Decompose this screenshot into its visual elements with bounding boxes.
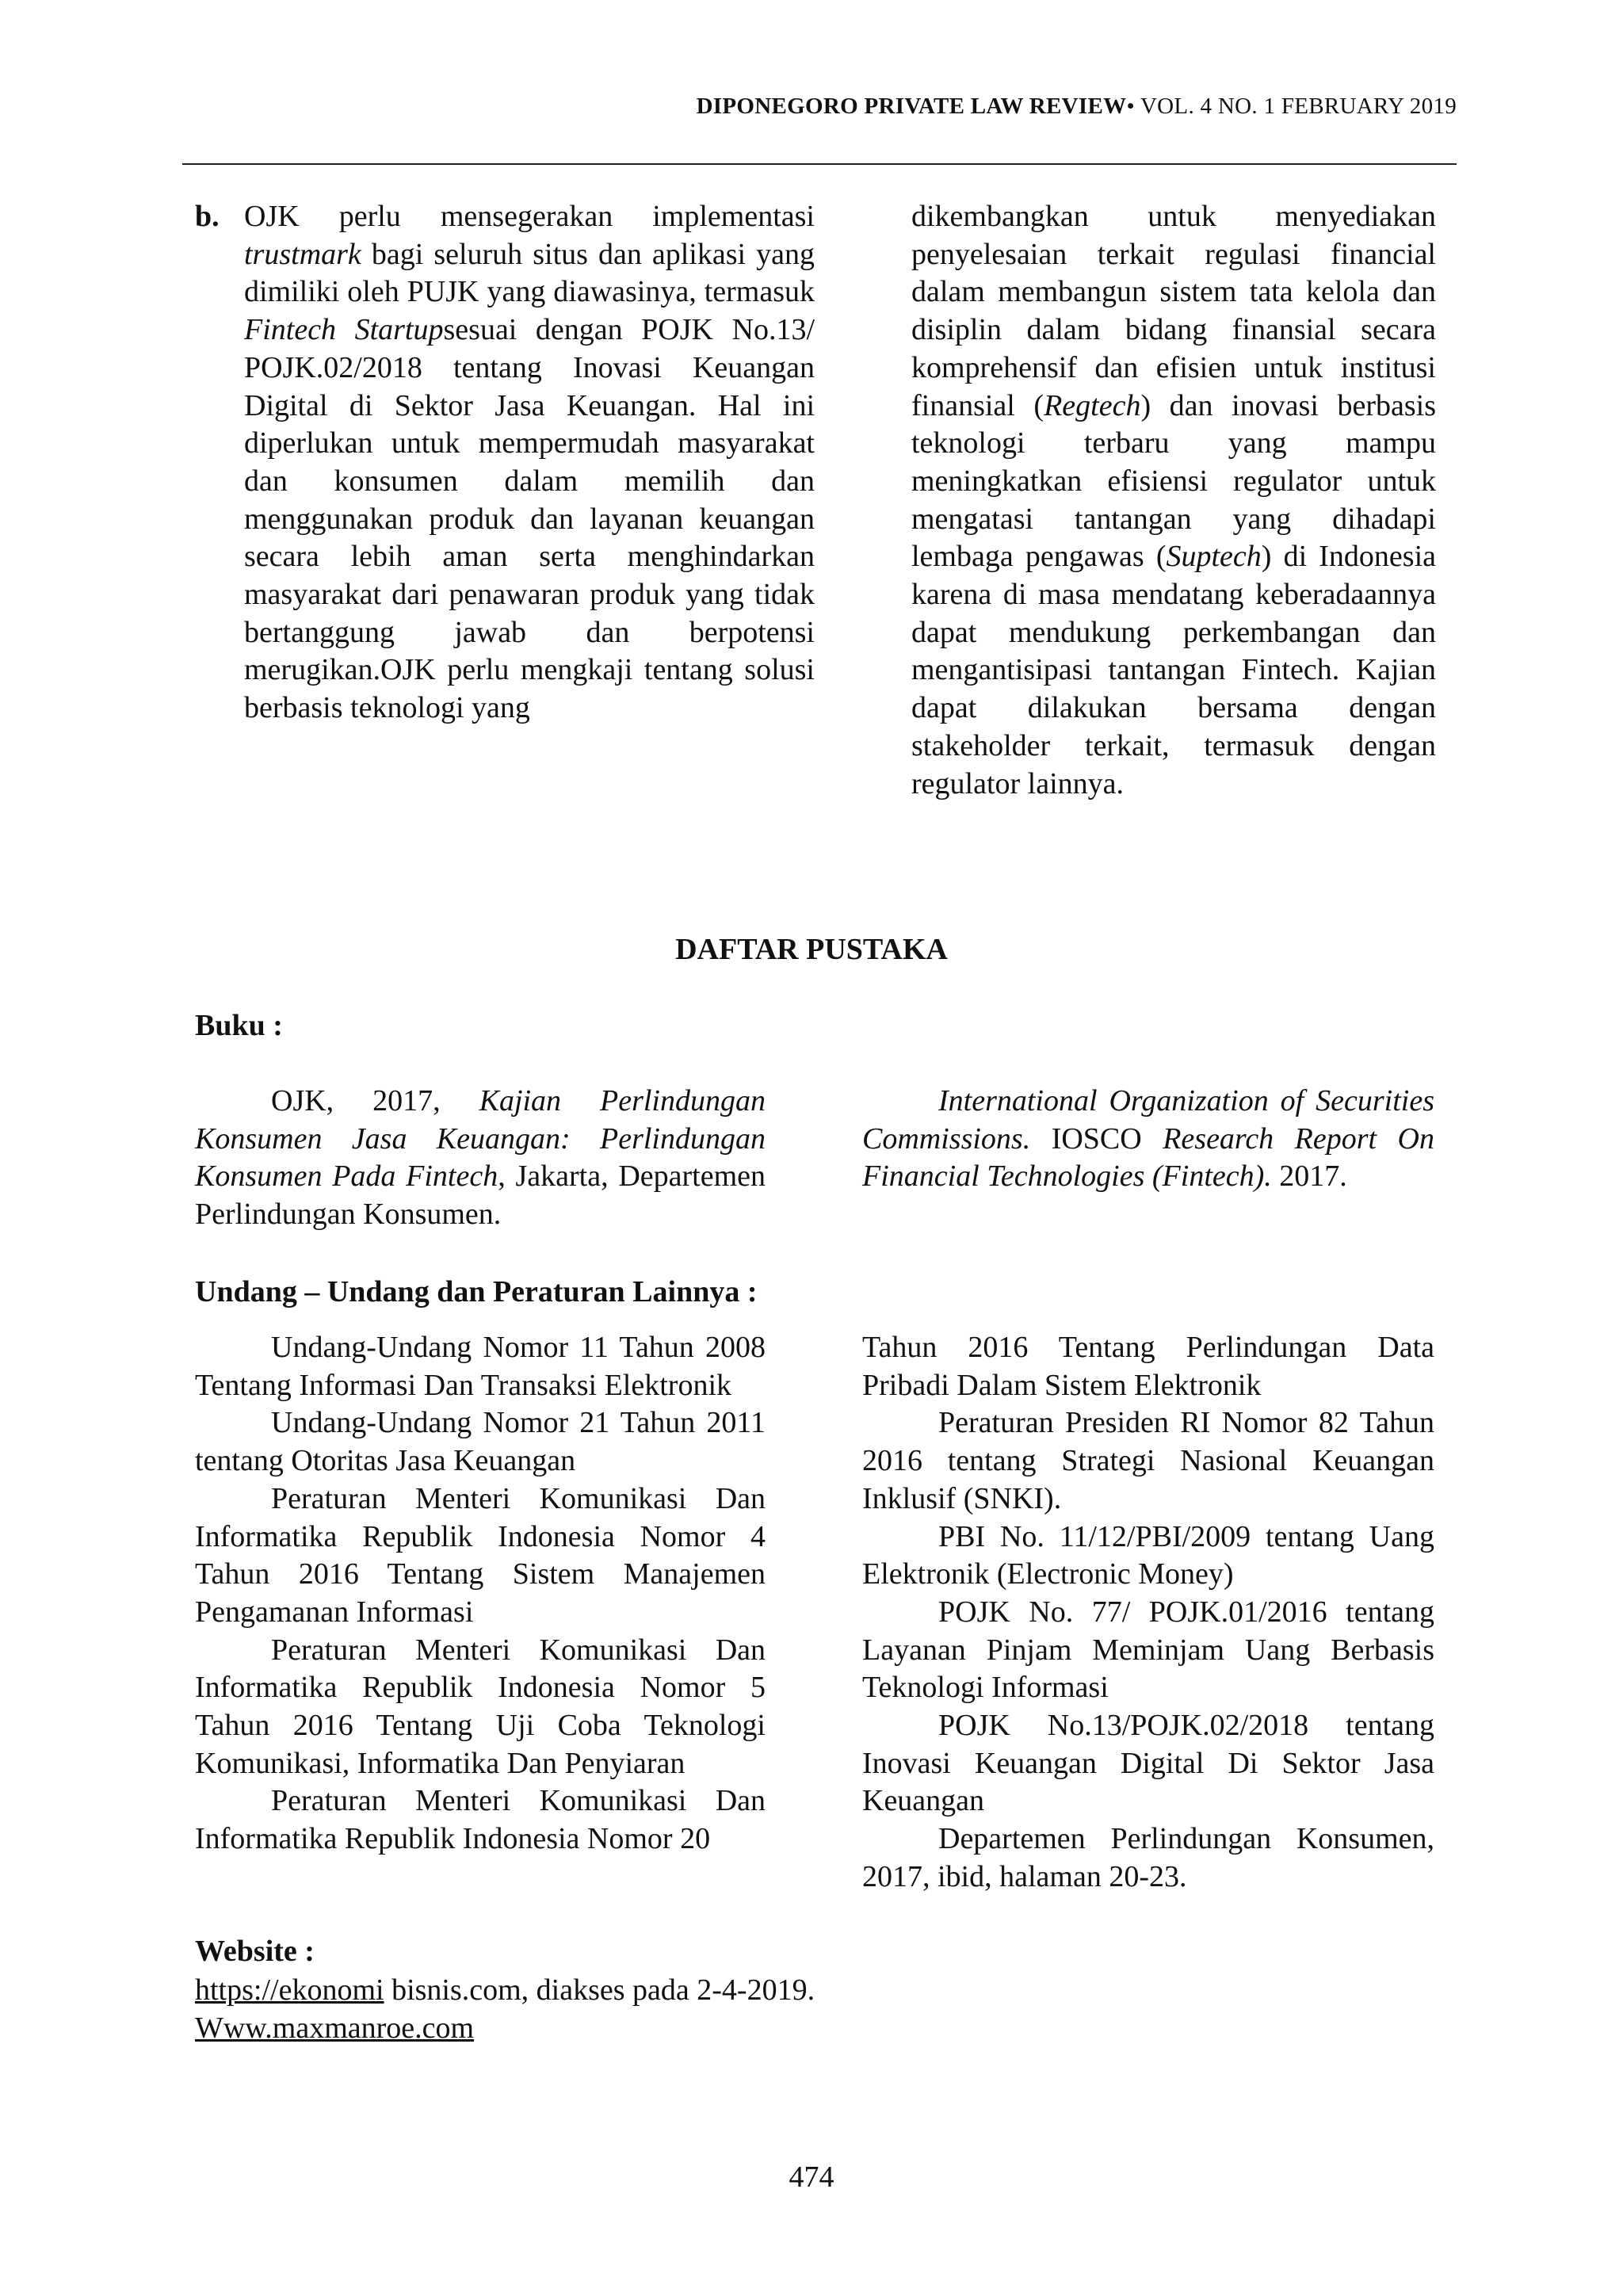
law-entry: Peraturan Menteri Komunikasi Dan Informatika Republik Indonesia Nomor 20 <box>195 1784 766 1856</box>
recommendation-cont-2: Regtech <box>1044 388 1141 422</box>
book-title: Kajian Perlindungan Konsumen Jasa Keuangan: Perlindungan Konsumen Pada Fintech <box>195 1084 766 1194</box>
journal-name: DIPONEGORO PRIVATE LAW REVIEW <box>696 94 1127 119</box>
website-entry-2 <box>195 2010 1146 2048</box>
recommendation-text-1: OJK perlu mensegerakan implementasi <box>244 200 815 233</box>
website-link-maxmanroe[interactable]: Www.maxmanroe.com <box>195 2011 475 2045</box>
law-entry: POJK No. 77/ POJK.01/2016 tentang Layanan Pinjam Meminjam Uang Berbasis Teknologi Informasi <box>862 1595 1434 1705</box>
page-number: 474 <box>789 2160 834 2194</box>
list-marker: b. <box>195 200 220 233</box>
recommendation-right-column <box>911 198 1436 803</box>
recommendation-cont-5: ) di Indonesia karena di masa mendatang keberadaannya dapat mendukung perkembangan dan mengantisipasi tantangan Fintech. Kajian dapat dilakukan bersama dengan stakeholder terkait, termasuk dengan regulator lainnya. <box>911 540 1436 800</box>
recommendation-cont-4: Suptech <box>1166 540 1262 574</box>
law-entry: Undang-Undang Nomor 21 Tahun 2011 tentang Otoritas Jasa Keuangan <box>195 1406 766 1478</box>
laws-heading: Undang – Undang dan Peraturan Lainnya : <box>195 1275 758 1308</box>
header-rule <box>182 163 1457 165</box>
recommendation-cont-1: dikembangkan untuk menyediakan penyelesaian terkait regulasi financial dalam membangun sistem tata kelola dan disiplin dalam bidang finansial secara komprehensif dan efisien untuk institusi finansial ( <box>911 200 1436 422</box>
laws-right-column <box>862 1329 1434 1897</box>
law-entry: POJK No.13/POJK.02/2018 tentang Inovasi Keuangan Digital Di Sektor Jasa Keuangan <box>862 1709 1434 1818</box>
law-entry-continuation: Tahun 2016 Tentang Perlindungan Data Pribadi Dalam Sistem Elektronik <box>862 1331 1434 1402</box>
books-heading: Buku : <box>195 1009 283 1042</box>
book-author: OJK, 2017, <box>271 1084 479 1117</box>
header-bullet: • <box>1126 94 1135 119</box>
books-right-column <box>862 1083 1434 1196</box>
websites-heading: Website : <box>195 1935 315 1968</box>
website-link-ekonomi[interactable]: https://ekonomi <box>195 1973 384 2007</box>
running-header <box>182 94 1457 120</box>
books-left-column <box>195 1083 766 1234</box>
book-entry-iosco <box>862 1083 1434 1196</box>
iosco-year: 2017. <box>1271 1159 1347 1194</box>
websites-list <box>195 1972 1146 2047</box>
website-entry-1-rest: bisnis.com, diakses pada 2-4-2019. <box>384 1973 815 2007</box>
law-entry: Peraturan Presiden RI Nomor 82 Tahun 2016 tentang Strategi Nasional Keuangan Inklusif (SNKI). <box>862 1406 1434 1515</box>
iosco-org: International Organization of Securities Commissions. <box>862 1084 1434 1156</box>
iosco-report: Research Report On Financial Technologies (Fintech). <box>862 1121 1434 1194</box>
law-entry: Departemen Perlindungan Konsumen, 2017, ibid, halaman 20-23. <box>862 1822 1434 1893</box>
law-entry: PBI No. 11/12/PBI/2009 tentang Uang Elektronik (Electronic Money) <box>862 1519 1434 1591</box>
recommendation-text-4: Fintech Startup <box>244 313 444 347</box>
recommendation-text-5: sesuai dengan POJK No.13/ POJK.02/2018 tentang Inovasi Keuangan Digital di Sektor Jasa Keuangan. Hal ini diperlukan untuk mempermudah masyarakat dan konsumen dalam memilih dan menggunakan produk dan layanan keuangan secara lebih aman serta menghindarkan masyarakat dari penawaran produk yang tidak bertanggung jawab dan berpotensi merugikan.OJK perlu mengkaji tentang solusi berbasis teknologi yang <box>244 313 815 725</box>
laws-left-column <box>195 1329 766 1859</box>
bibliography-title: DAFTAR PUSTAKA <box>675 933 948 966</box>
book-publisher: , Jakarta, Departemen Perlindungan Konsumen. <box>195 1159 766 1232</box>
recommendation-text-2: trustmark <box>244 237 361 271</box>
iosco-name: IOSCO <box>1030 1121 1163 1156</box>
law-entry: Undang-Undang Nomor 11 Tahun 2008 Tentang Informasi Dan Transaksi Elektronik <box>195 1331 766 1402</box>
law-entry: Peraturan Menteri Komunikasi Dan Informatika Republik Indonesia Nomor 4 Tahun 2016 Tentang Sistem Manajemen Pengamanan Informasi <box>195 1481 766 1629</box>
law-entry: Peraturan Menteri Komunikasi Dan Informatika Republik Indonesia Nomor 5 Tahun 2016 Tentang Uji Coba Teknologi Komunikasi, Informatika Dan Penyiaran <box>195 1633 766 1780</box>
website-entry-1 <box>195 1972 1146 2010</box>
recommendation-text-3: bagi seluruh situs dan aplikasi yang dimiliki oleh PUJK yang diawasinya, termasuk <box>244 237 815 309</box>
book-entry-ojk <box>195 1083 766 1234</box>
issue-info: VOL. 4 NO. 1 FEBRUARY 2019 <box>1140 94 1457 119</box>
recommendation-left-column <box>195 198 815 728</box>
recommendation-cont-3: ) dan inovasi berbasis teknologi terbaru yang mampu meningkatkan efisiensi regulator untuk mengatasi tantangan yang dihadapi lembaga pengawas ( <box>911 388 1436 574</box>
